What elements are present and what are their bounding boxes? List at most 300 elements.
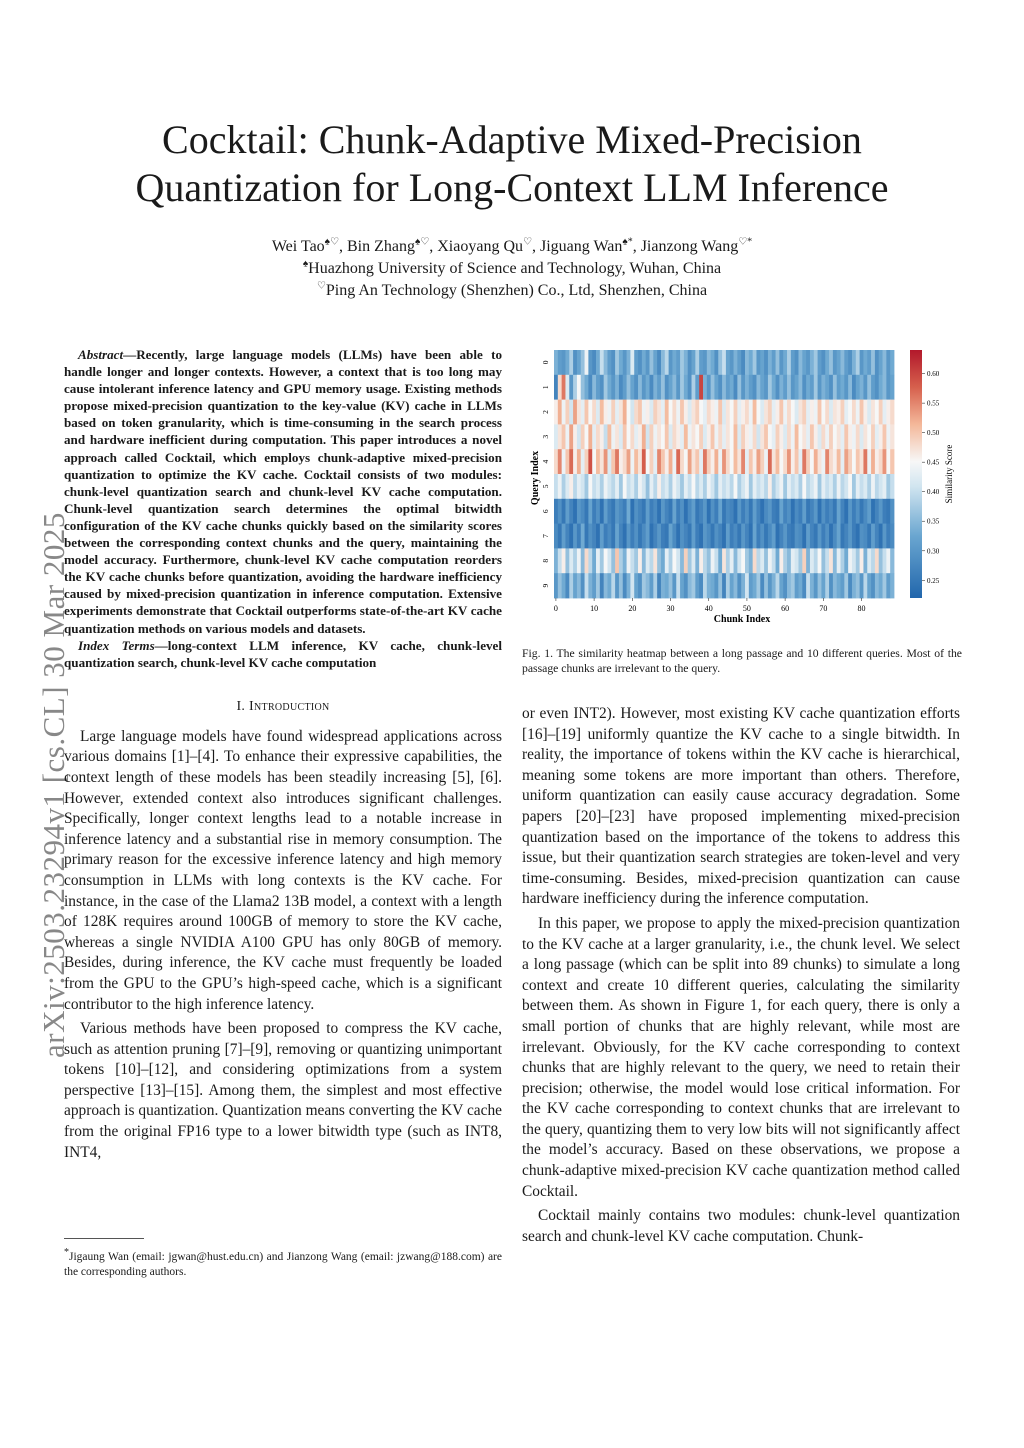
heatmap-cell <box>688 499 692 524</box>
heatmap-cell <box>611 350 615 375</box>
heatmap-cell <box>657 424 661 449</box>
heatmap-cell <box>669 573 673 598</box>
heatmap-cell <box>711 499 715 524</box>
heatmap-cell <box>730 375 734 400</box>
heatmap-cell <box>676 548 680 573</box>
heatmap-cell <box>615 400 619 425</box>
heatmap-cell <box>695 449 699 474</box>
heatmap-cell <box>680 375 684 400</box>
heatmap-cell <box>825 449 829 474</box>
heatmap-cell <box>703 350 707 375</box>
heatmap-cell <box>734 449 738 474</box>
heatmap-cell <box>814 573 818 598</box>
heatmap-cell <box>764 548 768 573</box>
heatmap-cell <box>856 499 860 524</box>
heatmap-cell <box>627 424 631 449</box>
heatmap-cell <box>581 524 585 549</box>
heatmap-cell <box>585 524 589 549</box>
heatmap-cell <box>772 449 776 474</box>
heatmap-cell <box>860 474 864 499</box>
heatmap-cell <box>569 474 573 499</box>
heatmap-cell <box>745 449 749 474</box>
heatmap-cell <box>600 474 604 499</box>
heatmap-cell <box>883 573 887 598</box>
heatmap-cell <box>703 474 707 499</box>
heatmap-cell <box>756 449 760 474</box>
heatmap-cell <box>573 548 577 573</box>
heatmap-cell <box>684 400 688 425</box>
heatmap-cell <box>558 424 562 449</box>
affiliation-1-mark: ♠ <box>302 258 309 270</box>
heatmap-cell <box>615 375 619 400</box>
heatmap-cell <box>764 573 768 598</box>
paper-title <box>60 116 964 212</box>
heatmap-cell <box>779 474 783 499</box>
heatmap-cell <box>680 424 684 449</box>
heatmap-cell <box>833 499 837 524</box>
heatmap-cell <box>688 524 692 549</box>
heatmap-cell <box>802 400 806 425</box>
heatmap-cell <box>795 474 799 499</box>
abstract-text: —Recently, large language models (LLMs) have been able to handle longer and longer contexts. However, a context that is too long may cause intolerant inference latency and GPU memory usage. Existing methods propose mixed-precision quantization to the key-value (KV) cache in LLMs based on token granularity, which is time-consuming in the search process and hardware inefficient during computation. This paper introduces a novel approach called Cocktail, which employs chunk-adaptive mixed-precision quantization to optimize the KV cache. Cocktail consists of two modules: chunk-level quantization search and chunk-level KV cache computation. Chunk-level quantization search determines the optimal bitwidth configuration of the KV cache chunks quickly based on the similarity scores between the corresponding context chunks and the query, maintaining the model accuracy. Furthermore, chunk-level KV cache computation reorders the KV cache chunks before quantization, avoiding the hardware inefficiency caused by mixed-precision quantization in inference computation. Extensive experiments demonstrate that Cocktail outperforms state-of-the-art KV cache quantization methods on various models and datasets. <box>64 347 502 636</box>
heatmap-cell <box>581 474 585 499</box>
heatmap-cell <box>890 548 894 573</box>
heatmap-cell <box>760 375 764 400</box>
heatmap-cell <box>860 524 864 549</box>
heatmap-cell <box>886 400 890 425</box>
heatmap-cell <box>852 375 856 400</box>
heatmap-cell <box>718 424 722 449</box>
heatmap-cell <box>707 524 711 549</box>
heatmap-cell <box>741 474 745 499</box>
heatmap-cell <box>627 548 631 573</box>
heatmap-cell <box>650 400 654 425</box>
footnote-mark: * <box>64 1247 69 1259</box>
heatmap-cell <box>558 548 562 573</box>
heatmap-cell <box>810 499 814 524</box>
heatmap-cell <box>607 424 611 449</box>
arxiv-identifier-stamp: arXiv:2503.23294v1 [cs.CL] 30 Mar 2025 <box>36 512 71 1058</box>
heatmap-cell <box>802 350 806 375</box>
heatmap-cell <box>672 375 676 400</box>
heatmap-cell <box>707 350 711 375</box>
heatmap-cell <box>867 474 871 499</box>
heatmap-cell <box>768 499 772 524</box>
heatmap-cell <box>718 573 722 598</box>
index-terms <box>64 637 502 671</box>
heatmap-cell <box>672 548 676 573</box>
heatmap-cell <box>669 424 673 449</box>
heatmap-cell <box>562 400 566 425</box>
heatmap-cell <box>607 524 611 549</box>
heatmap-cell <box>588 474 592 499</box>
heatmap-cell <box>844 548 848 573</box>
heatmap-cell <box>627 350 631 375</box>
heatmap-cell <box>848 474 852 499</box>
heatmap-cell <box>795 524 799 549</box>
heatmap-cell <box>783 375 787 400</box>
heatmap-cell <box>760 474 764 499</box>
heatmap-cell <box>657 375 661 400</box>
heatmap-cell <box>810 375 814 400</box>
heatmap-cell <box>592 573 596 598</box>
heatmap-cell <box>646 548 650 573</box>
heatmap-cell <box>726 424 730 449</box>
heatmap-cell <box>879 375 883 400</box>
heatmap-cell <box>569 573 573 598</box>
heatmap-cell <box>565 474 569 499</box>
heatmap-cell <box>588 350 592 375</box>
heatmap-cell <box>665 424 669 449</box>
heatmap-cell <box>657 524 661 549</box>
heatmap-cell <box>722 499 726 524</box>
heatmap-cell <box>802 375 806 400</box>
heatmap-cell <box>806 524 810 549</box>
heatmap-cell <box>879 350 883 375</box>
heatmap-cell <box>596 449 600 474</box>
heatmap-cell <box>669 548 673 573</box>
heatmap-cell <box>848 375 852 400</box>
heatmap-cell <box>818 524 822 549</box>
heatmap-cell <box>577 524 581 549</box>
heatmap-cell <box>844 400 848 425</box>
heatmap-cell <box>646 400 650 425</box>
heatmap-cell <box>798 524 802 549</box>
heatmap-cell <box>642 400 646 425</box>
heatmap-cell <box>619 573 623 598</box>
heatmap-cell <box>841 424 845 449</box>
heatmap-cell <box>634 573 638 598</box>
heatmap-cell <box>787 548 791 573</box>
heatmap-cell <box>684 350 688 375</box>
colorbar-tick-label: 0.40 <box>927 488 940 497</box>
heatmap-cell <box>577 449 581 474</box>
heatmap-cell <box>638 375 642 400</box>
heatmap-cell <box>776 400 780 425</box>
heatmap-cell <box>607 375 611 400</box>
heatmap-cell <box>806 400 810 425</box>
heatmap-cell <box>802 524 806 549</box>
heatmap-cell <box>600 350 604 375</box>
heatmap-cell <box>741 424 745 449</box>
heatmap-cell <box>577 573 581 598</box>
affiliation-2 <box>60 280 964 302</box>
y-tick-label: 0 <box>541 360 550 365</box>
heatmap-cell <box>646 375 650 400</box>
heatmap-cell <box>806 449 810 474</box>
heatmap-cell <box>871 474 875 499</box>
heatmap-cell <box>600 499 604 524</box>
heatmap-cell <box>741 499 745 524</box>
heatmap-cell <box>588 375 592 400</box>
heatmap-cell <box>734 424 738 449</box>
heatmap-cell <box>879 548 883 573</box>
heatmap-cell <box>810 449 814 474</box>
heatmap-cell <box>886 524 890 549</box>
heatmap-cell <box>680 573 684 598</box>
heatmap-cell <box>764 499 768 524</box>
heatmap-cell <box>749 524 753 549</box>
heatmap-cell <box>821 350 825 375</box>
heatmap-cell <box>718 474 722 499</box>
heatmap-cell <box>860 573 864 598</box>
heatmap-cell <box>852 474 856 499</box>
heatmap-cell <box>810 400 814 425</box>
heatmap-cell <box>634 548 638 573</box>
abstract-label: Abstract <box>78 347 124 362</box>
heatmap-cell <box>588 524 592 549</box>
heatmap-cell <box>665 524 669 549</box>
heatmap-cell <box>650 474 654 499</box>
heatmap-cell <box>833 350 837 375</box>
y-tick-label: 7 <box>541 534 550 538</box>
heatmap-cell <box>718 524 722 549</box>
heatmap-cell <box>798 350 802 375</box>
heatmap-cell <box>848 424 852 449</box>
heatmap-cell <box>745 375 749 400</box>
heatmap-cell <box>883 474 887 499</box>
heatmap-cell <box>585 474 589 499</box>
heatmap-cell <box>634 375 638 400</box>
heatmap-cell <box>886 375 890 400</box>
heatmap-cell <box>745 350 749 375</box>
heatmap-cell <box>627 499 631 524</box>
heatmap-cell <box>711 449 715 474</box>
heatmap-cell <box>756 524 760 549</box>
heatmap-cell <box>879 499 883 524</box>
heatmap-cell <box>867 449 871 474</box>
heatmap-cell <box>711 350 715 375</box>
heatmap-cell <box>604 573 608 598</box>
heatmap-cell <box>680 524 684 549</box>
heatmap-cell <box>558 350 562 375</box>
heatmap-cell <box>554 400 558 425</box>
heatmap-cell <box>653 400 657 425</box>
heatmap-cell <box>737 350 741 375</box>
heatmap-cell <box>565 499 569 524</box>
heatmap-cell <box>818 573 822 598</box>
heatmap-cell <box>707 573 711 598</box>
heatmap-cell <box>638 524 642 549</box>
heatmap-cell <box>646 350 650 375</box>
heatmap-cell <box>776 573 780 598</box>
heatmap-cell <box>871 424 875 449</box>
heatmap-cell <box>577 474 581 499</box>
heatmap-cell <box>596 573 600 598</box>
heatmap-cell <box>860 548 864 573</box>
heatmap-cell <box>860 375 864 400</box>
heatmap-cell <box>585 375 589 400</box>
heatmap-cell <box>779 350 783 375</box>
index-terms-text: —long-context LLM inference, KV cache, chunk-level quantization search, chunk-level KV cache computation <box>64 637 502 670</box>
heatmap-cell <box>741 350 745 375</box>
heatmap-cell <box>638 400 642 425</box>
heatmap-cell <box>879 424 883 449</box>
heatmap-cell <box>795 499 799 524</box>
heatmap-cell <box>653 573 657 598</box>
heatmap-cell <box>875 350 879 375</box>
author-name: Jianzong Wang <box>640 238 739 255</box>
heatmap-cell <box>841 375 845 400</box>
heatmap-cell <box>707 375 711 400</box>
heatmap-cell <box>604 400 608 425</box>
heatmap-cell <box>879 573 883 598</box>
heatmap-cell <box>653 499 657 524</box>
heatmap-cell <box>707 400 711 425</box>
figure-1 <box>522 342 966 682</box>
heatmap-cell <box>676 350 680 375</box>
heatmap-cell <box>638 424 642 449</box>
heatmap-cell <box>791 524 795 549</box>
heatmap-cell <box>856 548 860 573</box>
heatmap-cell <box>699 499 703 524</box>
heatmap-cell <box>676 499 680 524</box>
heatmap-cell <box>791 499 795 524</box>
heatmap-cell <box>554 449 558 474</box>
heatmap-cell <box>734 350 738 375</box>
heatmap-cell <box>806 573 810 598</box>
heatmap-cell <box>879 400 883 425</box>
heatmap-cell <box>795 548 799 573</box>
heatmap-cell <box>753 474 757 499</box>
heatmap-cell <box>657 474 661 499</box>
heatmap-cell <box>596 499 600 524</box>
heatmap-cell <box>833 424 837 449</box>
heatmap-cell <box>856 573 860 598</box>
heatmap-cell <box>802 424 806 449</box>
heatmap-cell <box>623 400 627 425</box>
heatmap-cell <box>787 375 791 400</box>
heatmap-cell <box>776 449 780 474</box>
colorbar-tick-label: 0.50 <box>927 429 940 438</box>
heatmap-cell <box>779 449 783 474</box>
heatmap-cell <box>737 375 741 400</box>
heatmap-cell <box>588 499 592 524</box>
heatmap-cell <box>837 400 841 425</box>
heatmap-cell <box>680 474 684 499</box>
heatmap-cell <box>562 524 566 549</box>
heatmap-cell <box>814 499 818 524</box>
heatmap-cell <box>886 474 890 499</box>
heatmap-cell <box>737 499 741 524</box>
heatmap-cell <box>600 449 604 474</box>
heatmap-cell <box>764 400 768 425</box>
heatmap-cell <box>753 573 757 598</box>
heatmap-cell <box>684 499 688 524</box>
heatmap-cell <box>627 524 631 549</box>
heatmap-cell <box>722 375 726 400</box>
heatmap-cell <box>726 474 730 499</box>
heatmap-cell <box>829 400 833 425</box>
heatmap-cell <box>711 400 715 425</box>
author-affiliation-mark: ♠* <box>622 236 633 248</box>
heatmap-cell <box>676 449 680 474</box>
heatmap-cell <box>798 548 802 573</box>
heatmap-cell <box>791 350 795 375</box>
heatmap-cell <box>787 499 791 524</box>
heatmap-cell <box>764 375 768 400</box>
heatmap-cell <box>577 499 581 524</box>
heatmap-cell <box>630 524 634 549</box>
heatmap-cell <box>818 375 822 400</box>
heatmap-cell <box>848 573 852 598</box>
heatmap-cell <box>814 350 818 375</box>
heatmap-cell <box>638 474 642 499</box>
heatmap-cell <box>692 548 696 573</box>
heatmap-cell <box>841 449 845 474</box>
heatmap-cell <box>844 474 848 499</box>
heatmap-cell <box>615 424 619 449</box>
heatmap-cell <box>688 474 692 499</box>
heatmap-cell <box>890 499 894 524</box>
heatmap-cell <box>867 424 871 449</box>
heatmap-cell <box>886 548 890 573</box>
heatmap-cell <box>619 350 623 375</box>
heatmap-cell <box>867 350 871 375</box>
heatmap-cell <box>665 573 669 598</box>
author-block <box>60 236 964 302</box>
heatmap-cell <box>665 548 669 573</box>
heatmap-cell <box>795 573 799 598</box>
heatmap-cell <box>600 375 604 400</box>
heatmap-cell <box>596 474 600 499</box>
section-number: I. <box>236 698 246 714</box>
heatmap-cell <box>802 548 806 573</box>
heatmap-cell <box>726 400 730 425</box>
heatmap-cell <box>611 548 615 573</box>
heatmap-cell <box>730 400 734 425</box>
heatmap-cell <box>596 524 600 549</box>
heatmap-cell <box>699 400 703 425</box>
heatmap-cell <box>688 449 692 474</box>
author-affiliation-mark: ♡ <box>523 236 532 248</box>
heatmap-cell <box>825 474 829 499</box>
heatmap-cell <box>768 548 772 573</box>
heatmap-cell <box>630 449 634 474</box>
heatmap-cell <box>764 449 768 474</box>
heatmap-cell <box>565 548 569 573</box>
heatmap-cell <box>684 548 688 573</box>
heatmap-cell <box>726 499 730 524</box>
heatmap-cell <box>863 449 867 474</box>
heatmap-cell <box>802 474 806 499</box>
heatmap-cell <box>860 499 864 524</box>
intro-paragraph-4: In this paper, we propose to apply the mixed-precision quantization to the KV cache at a larger granularity, i.e., the chunk level. We select a long passage (which can be split into 89 chunks) to simulate a long context and create 10 different queries, calculating the similarity between them. As shown in Figure 1, for each query, there is only a small portion of chunks that are highly relevant, while most are irrelevant. Obviously, for the KV cache corresponding to context chunks that are highly relevant to the query, we need to retain their precision; otherwise, the model would lose critical information. For the KV cache corresponding to context chunks that are irrelevant to the query, quantizing them to very low bits will not significantly affect the model’s accuracy. Based on these observations, we propose a chunk-adaptive mixed-precision KV cache quantization method called Cocktail. <box>522 914 960 1200</box>
heatmap-cell <box>569 449 573 474</box>
author-affiliation-mark: ♠♡ <box>414 236 430 248</box>
heatmap-cell <box>619 449 623 474</box>
heatmap-cell <box>783 350 787 375</box>
heatmap-cell <box>634 400 638 425</box>
heatmap-cell <box>749 548 753 573</box>
heatmap-cell <box>650 350 654 375</box>
heatmap-cell <box>863 499 867 524</box>
heatmap-cell <box>886 499 890 524</box>
heatmap-cell <box>714 350 718 375</box>
heatmap-cell <box>657 573 661 598</box>
paper-title-line-2: Quantization for Long-Context LLM Inference <box>135 165 889 210</box>
heatmap-cell <box>787 474 791 499</box>
heatmap-cell <box>890 350 894 375</box>
heatmap-cell <box>714 524 718 549</box>
heatmap-cell <box>562 449 566 474</box>
heatmap-cell <box>661 350 665 375</box>
heatmap-cell <box>730 424 734 449</box>
heatmap-cell <box>653 350 657 375</box>
heatmap-cell <box>852 400 856 425</box>
heatmap-cell <box>756 499 760 524</box>
heatmap-cell <box>730 449 734 474</box>
